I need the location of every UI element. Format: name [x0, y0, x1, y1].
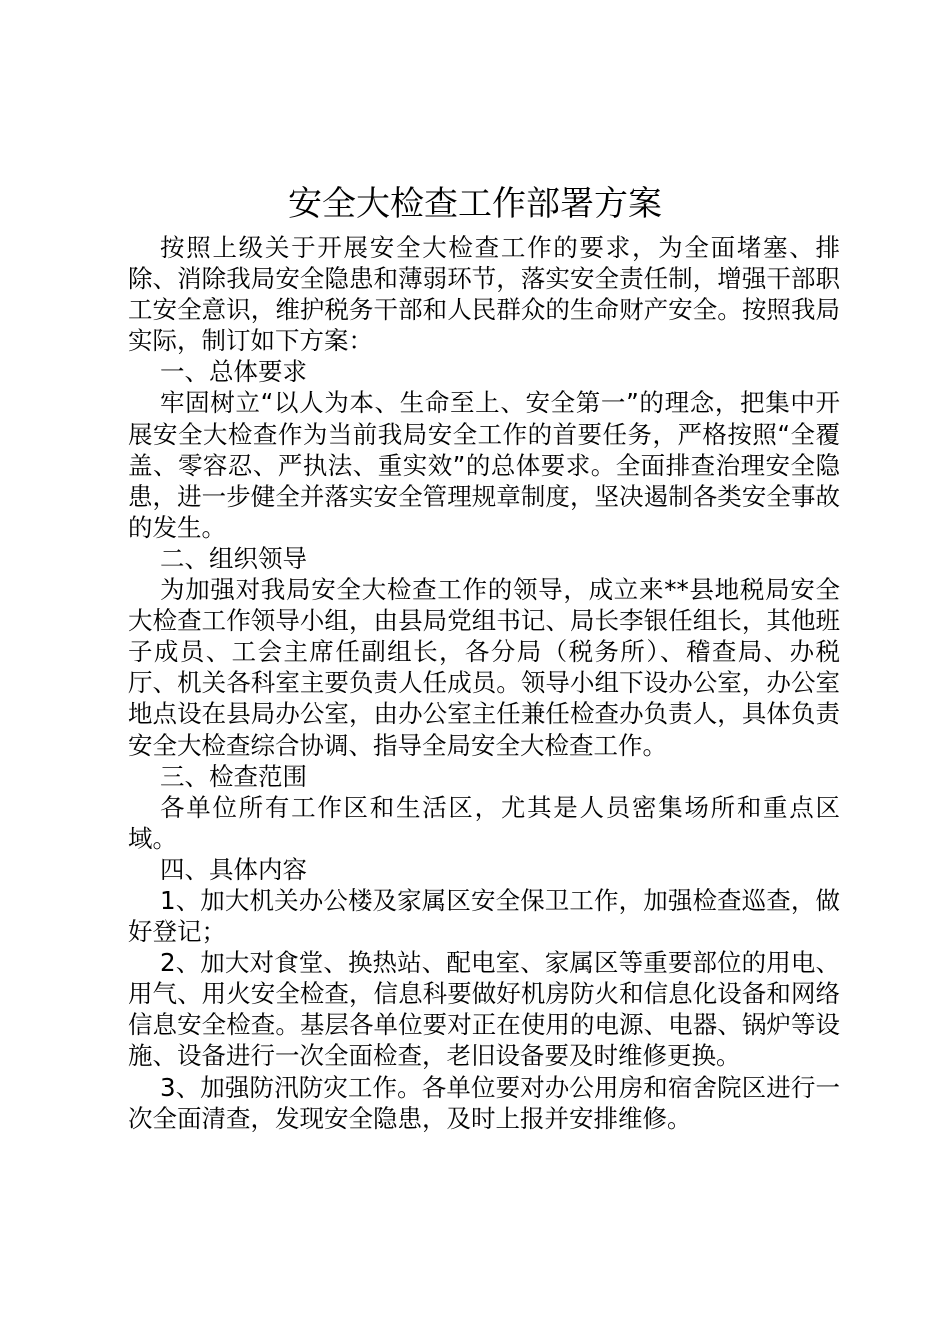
specific-content-item-1: 1、加大机关办公楼及家属区安全保卫工作，加强检查巡查，做好登记； — [128, 885, 840, 947]
section-heading-inspection-scope: 三、检查范围 — [160, 761, 307, 791]
section-heading-overall-requirements: 一、总体要求 — [160, 357, 307, 387]
section-heading-organization-leadership: 二、组织领导 — [160, 543, 307, 573]
specific-content-item-2: 2、加大对食堂、换热站、配电室、家属区等重要部位的用电、用气、用火安全检查，信息科要做好机房防火和信息化设备和网络信息安全检查。基层各单位要对正在使用的电源、电器、锅炉等设施、设备进行一次全面检查，老旧设备要及时维修更换。 — [128, 948, 840, 1071]
inspection-scope-paragraph: 各单位所有工作区和生活区，尤其是人员密集场所和重点区域。 — [128, 792, 840, 853]
organization-leadership-paragraph: 为加强对我局安全大检查工作的领导，成立来**县地税局安全大检查工作领导小组，由县局党组书记、局长李银任组长，其他班子成员、工会主席任副组长，各分局（税务所）、稽查局、办税厅、机关各科室主要负责人任成员。领导小组下设办公室，办公室地点设在县局办公室，由办公室主任兼任检查办负责人，具体负责安全大检查综合协调、指导全局安全大检查工作。 — [128, 575, 840, 760]
section-heading-specific-content: 四、具体内容 — [160, 854, 307, 884]
specific-content-item-3: 3、加强防汛防灾工作。各单位要对办公用房和宿舍院区进行一次全面清查，发现安全隐患，及时上报并安排维修。 — [128, 1072, 840, 1133]
document-title: 安全大检查工作部署方案 — [288, 184, 662, 224]
intro-paragraph: 按照上级关于开展安全大检查工作的要求，为全面堵塞、排除、消除我局安全隐患和薄弱环节，落实安全责任制，增强干部职工安全意识，维护税务干部和人民群众的生命财产安全。按照我局实际，制订如下方案： — [128, 233, 840, 356]
overall-requirements-paragraph: 牢固树立“以人为本、生命至上、安全第一”的理念，把集中开展安全大检查作为当前我局安全工作的首要任务，严格按照“全覆盖、零容忍、严执法、重实效”的总体要求。全面排查治理安全隐患，进一步健全并落实安全管理规章制度，坚决遏制各类安全事故的发生。 — [128, 388, 840, 542]
document-body — [128, 232, 840, 1134]
